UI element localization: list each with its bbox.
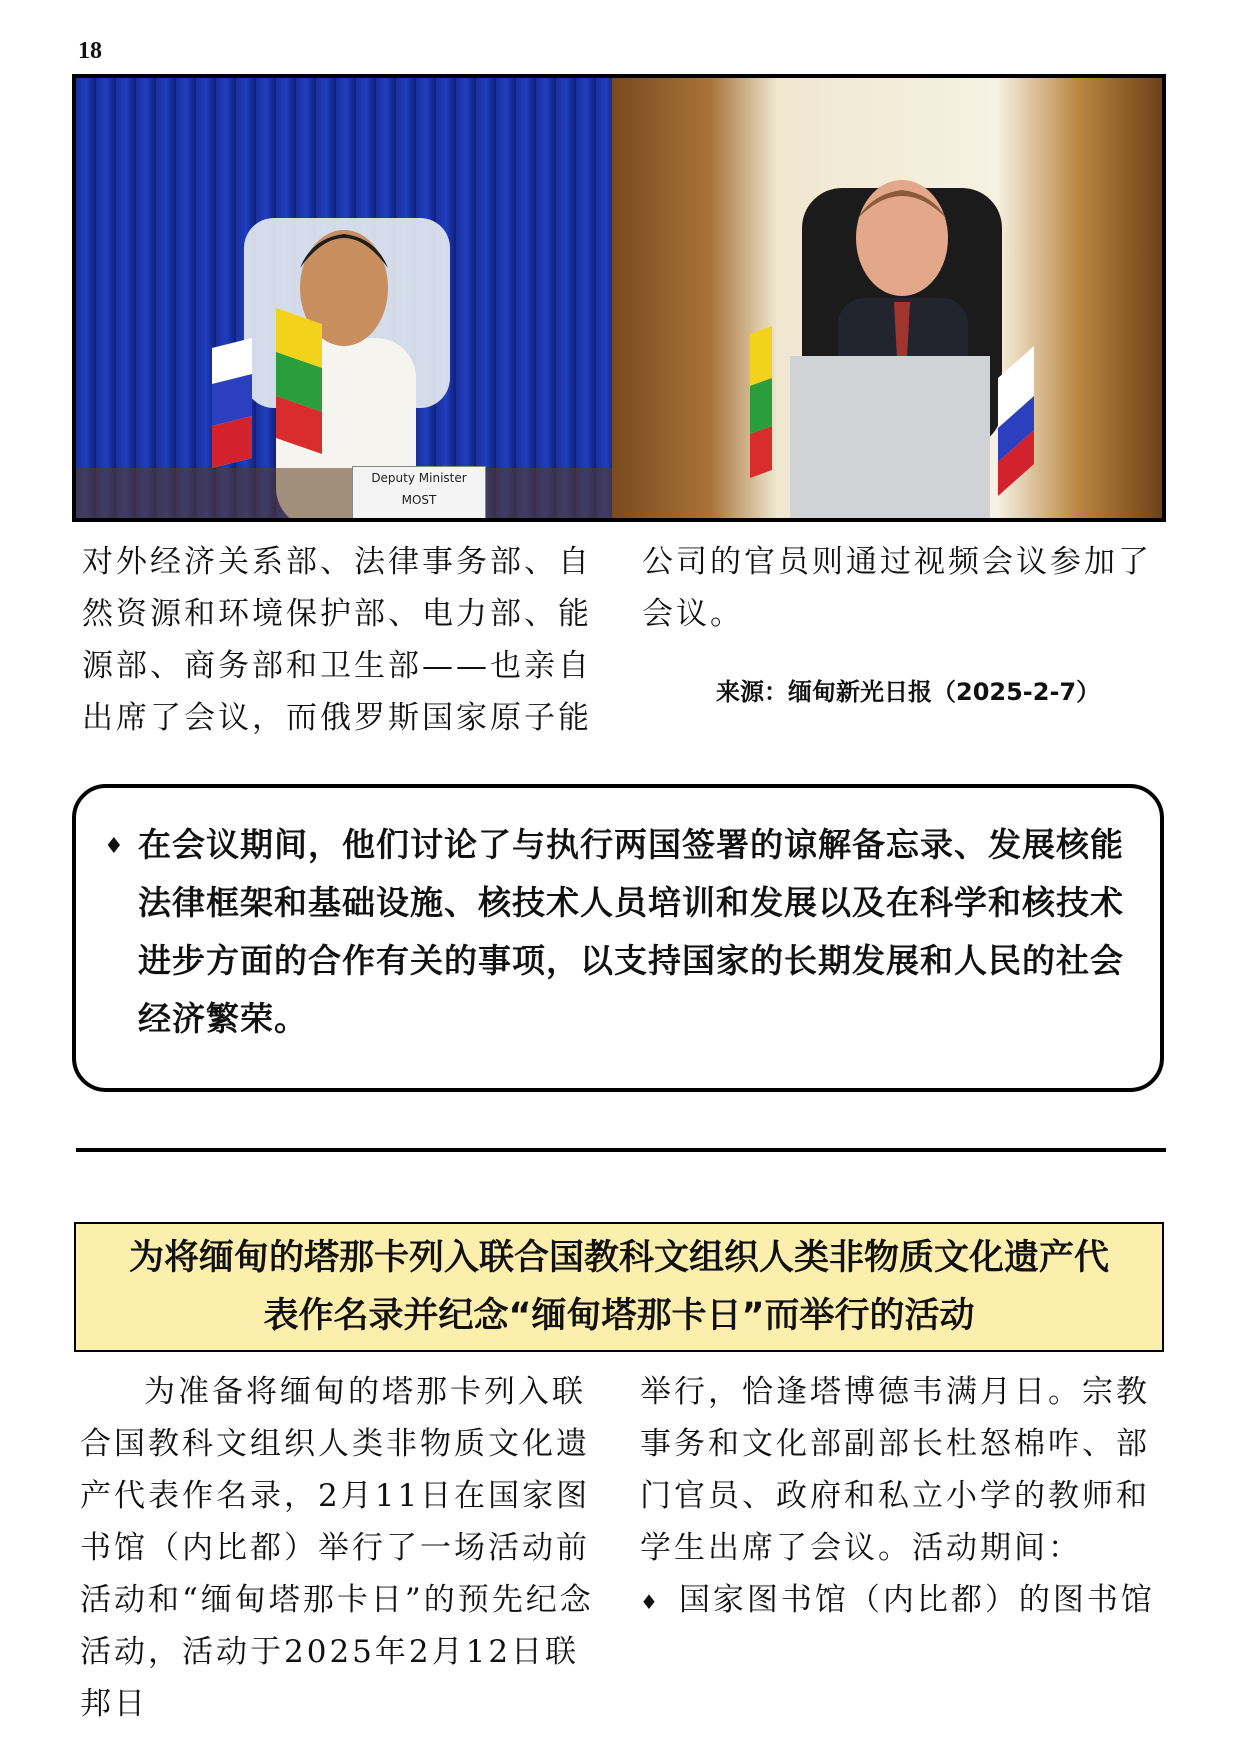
page-number: 18 [78,38,102,64]
article2-title [129,1229,1109,1345]
callout-box [72,784,1164,1092]
article2-bullet-item [640,1574,1166,1628]
section-divider [76,1148,1166,1152]
article2-heading-box [74,1222,1164,1352]
photo-myanmar-deputy-minister [76,78,612,518]
article1-left-column: 对外经济关系部、法律事务部、自然资源和环境保护部、电力部、能源部、商务部和卫生部——也亲自出席了会议，而俄罗斯国家原子能 [82,544,592,736]
deputy-minister-nameplate: Deputy Minister MOST [352,466,486,518]
rosatom-official-illustration [612,78,1162,518]
meeting-photo-frame [72,74,1166,522]
callout-text: 在会议期间，他们讨论了与执行两国签署的谅解备忘录、发展核能法律框架和基础设施、核技术人员培训和发展以及在科学和核技术进步方面的合作有关的事项，以支持国家的长期发展和人民的社会经济繁荣。 [138,825,1124,1038]
article2-title-line2: 表作名录并纪念“缅甸塔那卡日”而举行的活动 [263,1296,975,1336]
article2-bullet-text: 国家图书馆（内比都）的图书馆 [678,1582,1155,1618]
article2-title-line1: 为将缅甸的塔那卡列入联合国教科文组织人类非物质文化遗产代 [128,1238,1109,1278]
article1-source: 来源：缅甸新光日报（2025-2-7） [716,678,1101,706]
photo-rosatom-official [612,78,1162,518]
deputy-minister-illustration [76,78,612,518]
article2-right-column: 举行，恰逢塔博德韦满月日。宗教事务和文化部副部长杜怒棉咋、部门官员、政府和私立小学的教师和学生出席了会议。活动期间： [640,1374,1150,1566]
diamond-bullet-icon: ♦ [640,1589,661,1614]
diamond-bullet-icon: ♦ [104,834,124,859]
article1-right-column: 公司的官员则通过视频会议参加了会议。 [642,544,1152,632]
article2-left-column: 为准备将缅甸的塔那卡列入联合国教科文组织人类非物质文化遗产代表作名录，2月11日在国家图书馆（内比都）举行了一场活动前活动和“缅甸塔那卡日”的预先纪念活动，活动于2025年2月12日联邦日 [80,1374,594,1722]
